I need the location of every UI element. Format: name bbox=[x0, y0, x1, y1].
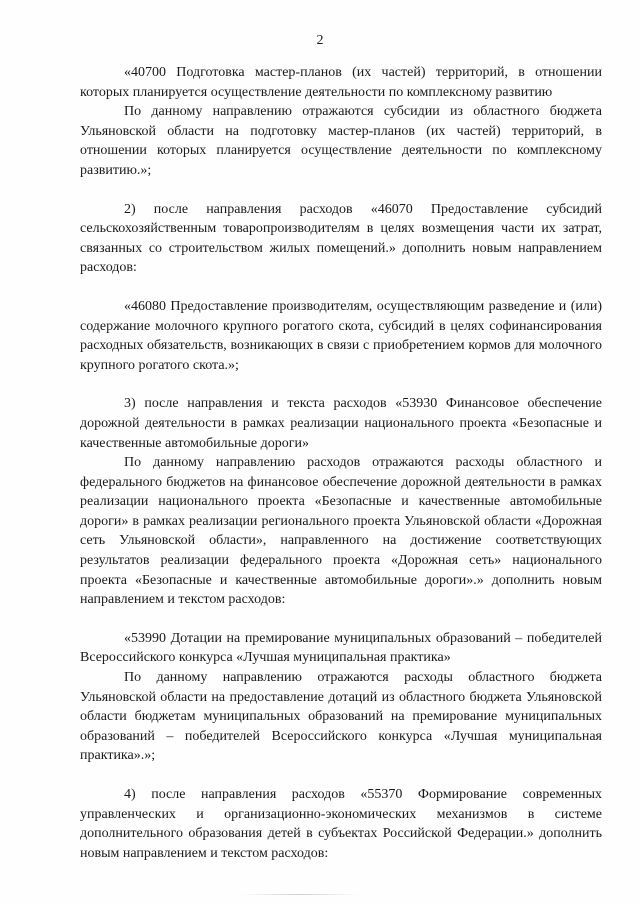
paragraph-53990-text: По данному направлению отражаются расходы областного бюджета Ульяновской области на предоставление дотаций из областного бюджета Ульяновской области бюджетам муниципальных образований на премирование муниципальных образований – победителей Всероссийского конкурса «Лучшая муниципальная практика».»; bbox=[80, 670, 602, 764]
scan-artifact bbox=[240, 894, 360, 895]
paragraph-gap bbox=[80, 278, 602, 297]
paragraph-item-2: 2) после направления расходов «46070 Предоставление субсидий сельскохозяйственным товаропроизводителям в целях возмещения части их затрат, связанных со строительством жилых помещений.» дополнить новым направлением расходов: bbox=[80, 201, 602, 276]
paragraph-gap bbox=[80, 610, 602, 629]
paragraph-53990-heading: «53990 Дотации на премирование муниципальных образований – победителей Всероссийского конкурса «Лучшая муниципальная практика» bbox=[80, 630, 602, 666]
paragraph-gap bbox=[80, 181, 602, 200]
page-number: 2 bbox=[316, 33, 324, 48]
document-body bbox=[80, 63, 602, 863]
paragraph-53930-text: По данному направлению расходов отражаются расходы областного и федерального бюджетов на финансовое обеспечение дорожной деятельности в рамках реализации национального проекта «Безопасные и качественные автомобильные дороги» в рамках реализации регионального проекта Ульяновской области «Дорожная сеть Ульяновской области», направленного на достижение соответствующих результатов реализации федерального проекта «Дорожная сеть» национального проекта «Безопасные и качественные автомобильные дороги».» дополнить новым направлением и текстом расходов: bbox=[80, 455, 602, 608]
paragraph-item-4: 4) после направления расходов «55370 Формирование современных управленческих и организационно-экономических механизмов в системе дополнительного образования детей в субъектах Российской Федерации.» дополнить новым направлением и текстом расходов: bbox=[80, 787, 602, 861]
paragraph-item-3: 3) после направления и текста расходов «53930 Финансовое обеспечение дорожной деятельности в рамках реализации национального проекта «Безопасные и качественные автомобильные дороги» bbox=[80, 396, 602, 451]
paragraph-gap bbox=[80, 766, 602, 785]
paragraph-40700-heading: «40700 Подготовка мастер-планов (их частей) территорий, в отношении которых планируется осуществление деятельности по комплексному развитию bbox=[80, 65, 602, 100]
paragraph-gap bbox=[80, 375, 602, 394]
paragraph-46080: «46080 Предоставление производителям, осуществляющим разведение и (или) содержание молочного крупного рогатого скота, субсидий в целях софинансирования расходных обязательств, возникающих в связи с приобретением кормов для молочного крупного рогатого скота.»; bbox=[80, 298, 602, 373]
paragraph-40700-text: По данному направлению отражаются субсидии из областного бюджета Ульяновской области на подготовку мастер-планов (их частей) территорий, в отношении которых планируется осуществление деятельности по комплексному развитию.»; bbox=[80, 104, 602, 178]
